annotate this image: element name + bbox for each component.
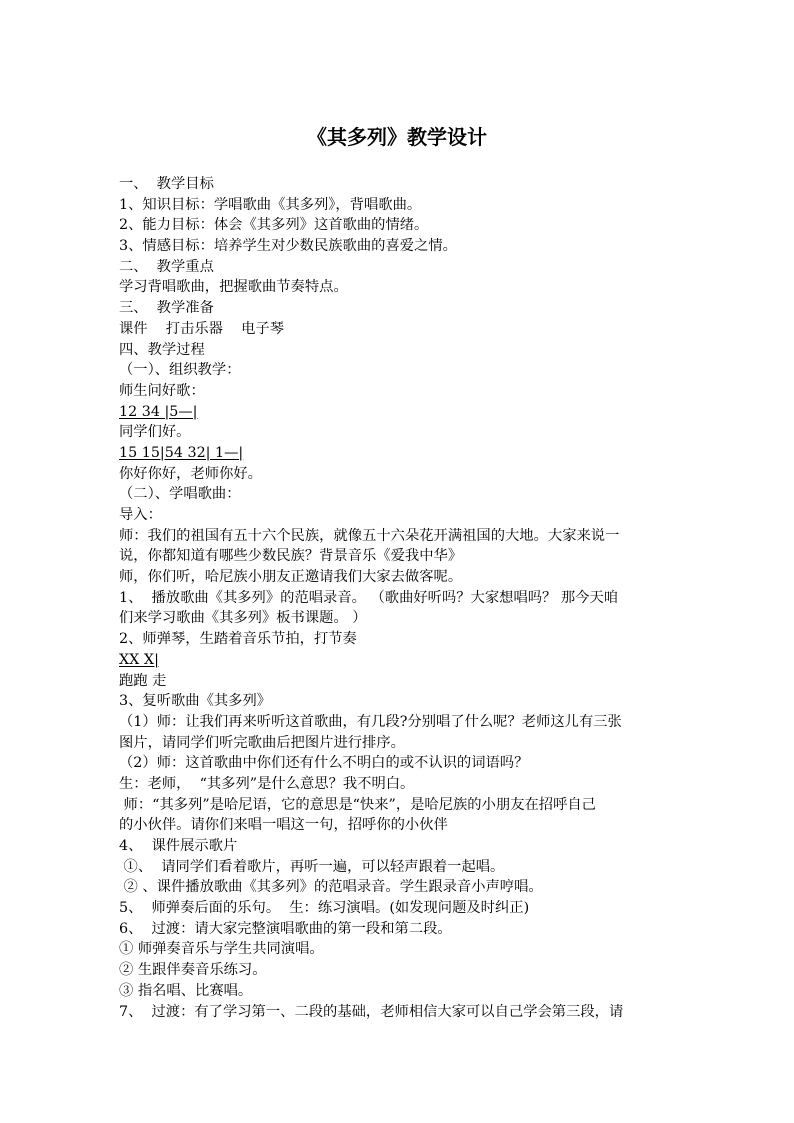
text-line: ③ 指名唱、比赛唱。 [119, 982, 253, 999]
text-line: 的小伙伴。请你们来唱一唱这一句，招呼你的小伙伴 [119, 817, 448, 834]
text-line: 6、 过渡：请大家完整演唱歌曲的第一段和第二段。 [119, 920, 452, 937]
text-line: 师，你们听，哈尼族小朋友正邀请我们大家去做客呢。 [119, 569, 463, 586]
text-line: 师：我们的祖国有五十六个民族，就像五十六朵花开满祖国的大地。大家来说一 [119, 527, 620, 544]
text-line: 图片，请同学们听完歌曲后把图片进行排序。 [119, 734, 405, 751]
text-line: 4、 课件展示歌片 [119, 838, 238, 854]
text-line: 们来学习歌曲《其多列》板书课题。 ） [119, 610, 367, 627]
notation-line: 12 34 |5—| [119, 403, 198, 420]
text-line: 同学们好。 [119, 424, 191, 441]
text-line: ①、 请同学们看着歌片，再听一遍，可以轻声跟着一起唱。 [119, 858, 505, 875]
text-line: 学习背唱歌曲，把握歌曲节奏特点。 [119, 279, 348, 296]
text-line: 7、 过渡：有了学习第一、二段的基础，老师相信大家可以自己学会第三段，请 [119, 1003, 624, 1020]
text-line: （1）师：让我们再来听听这首歌曲，有几段?分别唱了什么呢？老师这儿有三张 [119, 713, 622, 730]
text-line: （2）师：这首歌曲中你们还有什么不明白的或不认识的词语吗？ [119, 755, 529, 772]
notation-line: 15 15|54 32| 1—| [119, 444, 244, 461]
text-line: ① 师弹奏音乐与学生共同演唱。 [119, 941, 324, 958]
text-line: 2、师弹琴，生踏着音乐节拍，打节奏 [119, 631, 357, 648]
document-title: 《其多列》教学设计 [307, 125, 487, 149]
text-line: 3、情感目标：培养学生对少数民族歌曲的喜爱之情。 [119, 238, 457, 255]
notation-line: XX X| [119, 651, 159, 668]
text-line: 二、 教学重点 [119, 258, 214, 275]
text-line: （二）、学唱歌曲： [119, 486, 241, 503]
text-line: ② 生跟伴奏音乐练习。 [119, 962, 267, 979]
text-line: 三、 教学准备 [119, 300, 214, 317]
text-line: 说，你都知道有哪些少数民族？背景音乐《爱我中华》 [119, 548, 463, 565]
document-body [119, 174, 679, 1022]
text-line: 师生问好歌： [119, 382, 205, 399]
text-line: 跑跑 走 [119, 672, 167, 689]
text-line: 四、教学过程 [119, 341, 205, 358]
text-line: 1、 播放歌曲《其多列》的范唱录音。 （歌曲好听吗？大家想唱吗？ 那今天咱 [119, 589, 619, 606]
text-line: 3、复听歌曲《其多列》 [119, 693, 272, 710]
text-line: 2、能力目标：体会《其多列》这首歌曲的情绪。 [119, 217, 429, 234]
text-line: 你好你好，老师你好。 [119, 465, 262, 482]
text-line: （一）、组织教学： [119, 362, 241, 379]
text-line: 1、知识目标：学唱歌曲《其多列》，背唱歌曲。 [119, 196, 422, 213]
text-line: 5、 师弹奏后面的乐句。 生：练习演唱。(如发现问题及时纠正) [119, 900, 530, 917]
text-line: 导入： [119, 507, 162, 523]
text-line: 师：“其多列”是哈尼语，它的意思是“快来”，是哈尼族的小朋友在招呼自己 [119, 796, 596, 813]
text-line: ② 、课件播放歌曲《其多列》的范唱录音。学生跟录音小声哼唱。 [119, 879, 543, 896]
text-line: 一、 教学目标 [119, 176, 214, 192]
text-line: 课件 打击乐器 电子琴 [119, 320, 285, 337]
text-line: 生：老师， “其多列”是什么意思？我不明白。 [119, 775, 415, 792]
